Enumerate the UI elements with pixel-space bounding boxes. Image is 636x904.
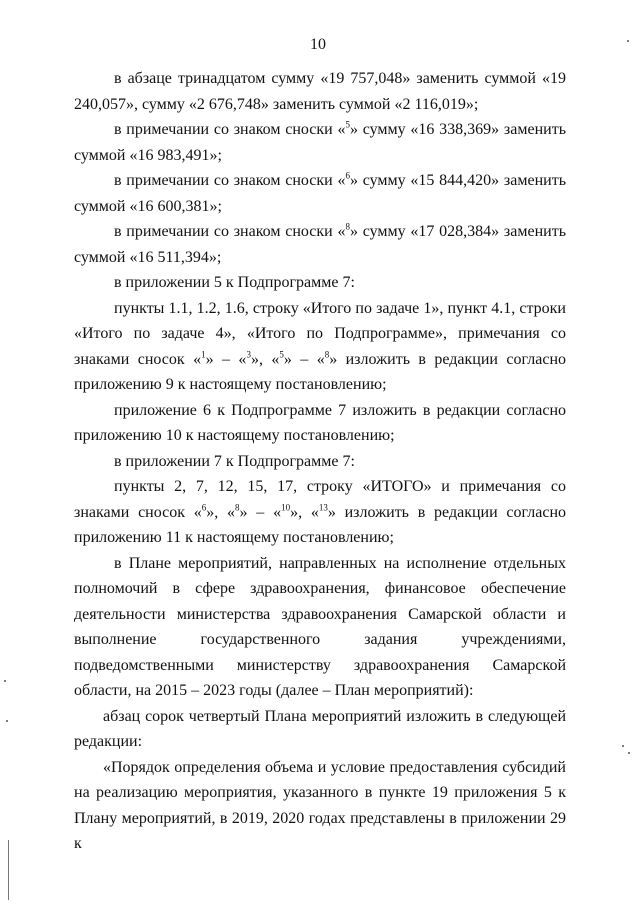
text-span: » сумму «16 338,369» заменить суммой «16 983,491»; — [74, 121, 566, 164]
paragraph-2 — [74, 117, 566, 168]
paragraph-8: в приложении 7 к Подпрограмме 7: — [114, 452, 355, 470]
document-body — [74, 66, 566, 857]
footnote-mark: 10 — [281, 502, 291, 513]
footnote-mark: 6 — [201, 502, 207, 513]
footnote-mark: 3 — [246, 349, 251, 360]
text-span: » – « — [283, 350, 325, 368]
footnote-mark: 5 — [279, 349, 284, 360]
scan-speck — [627, 40, 629, 42]
paragraph-11: абзац сорок четвертый Плана мероприятий изложить в следующей редакции: — [74, 707, 566, 750]
text-span: пункты 1.1, 1.2, 1.6, строку «Итого по задаче 1», пункт 4.1, строки «Итого по задаче 4», «Итого по Подпрограмме», примечания со знаками сносок « — [74, 299, 566, 368]
text-span: » сумму «15 844,420» заменить суммой «16 600,381»; — [74, 172, 566, 215]
paragraph-5: в приложении 5 к Подпрограмме 7: — [114, 274, 355, 291]
text-span: » изложить в редакции согласно приложению 11 к настоящему постановлению; — [74, 503, 567, 546]
footnote-mark: 8 — [235, 502, 240, 513]
text-span: », « — [290, 503, 319, 521]
text-span: пункты 2, 7, 12, 15, 17, строку «ИТОГО» и примечания со знаками сносок « — [74, 478, 566, 521]
text-span: в примечании со знаком сноски « — [114, 121, 346, 138]
footnote-mark: 8 — [345, 221, 350, 232]
text-span: » изложить в редакции согласно приложению 9 к настоящему постановлению; — [74, 350, 567, 393]
text-span: », « — [206, 503, 236, 521]
paragraph-6 — [74, 296, 566, 398]
paragraph-1: в абзаце тринадцатом сумму «19 757,048» заменить суммой «19 240,057», сумму «2 676,748» заменить суммой «2 116,019»; — [74, 70, 566, 113]
scan-speck — [6, 720, 8, 722]
text-span: в примечании со знаком сноски « — [114, 172, 346, 189]
scan-speck — [4, 680, 6, 682]
footnote-mark: 1 — [201, 349, 206, 360]
paragraph-12: «Порядок определения объема и условие предоставления субсидий на реализацию мероприятия, указанного в пункте 19 приложения 5 к Плану мероприятий, в 2019, 2020 годах представлены в приложении 29 к — [74, 758, 566, 852]
paragraph-10: в Плане мероприятий, направленных на исполнение отдельных полномочий в сфере здравоохранения, финансовое обеспечение деятельности министерства здравоохранения Самарской области и выполнение государственного задания учреждениями, подведомственными министерству здравоохранения Самарской области, на 2015 – 2023 годы (далее – План мероприятий): — [74, 554, 566, 699]
footnote-mark: 5 — [345, 119, 350, 130]
scan-speck — [628, 752, 630, 754]
scan-edge-line — [8, 840, 9, 900]
paragraph-4 — [74, 219, 566, 270]
footnote-mark: 8 — [324, 349, 330, 360]
text-span: », « — [250, 350, 280, 368]
text-span: » – « — [205, 350, 247, 368]
text-span: » сумму «17 028,384» заменить суммой «16 511,394»; — [74, 223, 566, 266]
text-span: » – « — [239, 503, 282, 521]
paragraph-9 — [74, 474, 566, 551]
page-number: 10 — [310, 36, 326, 53]
footnote-mark: 6 — [345, 170, 350, 181]
paragraph-3 — [74, 168, 566, 219]
footnote-mark: 13 — [318, 502, 328, 513]
text-span: в примечании со знаком сноски « — [114, 223, 346, 240]
paragraph-7: приложение 6 к Подпрограмме 7 изложить в редакции согласно приложению 10 к настоящему постановлению; — [74, 401, 566, 444]
scan-speck — [622, 745, 624, 747]
